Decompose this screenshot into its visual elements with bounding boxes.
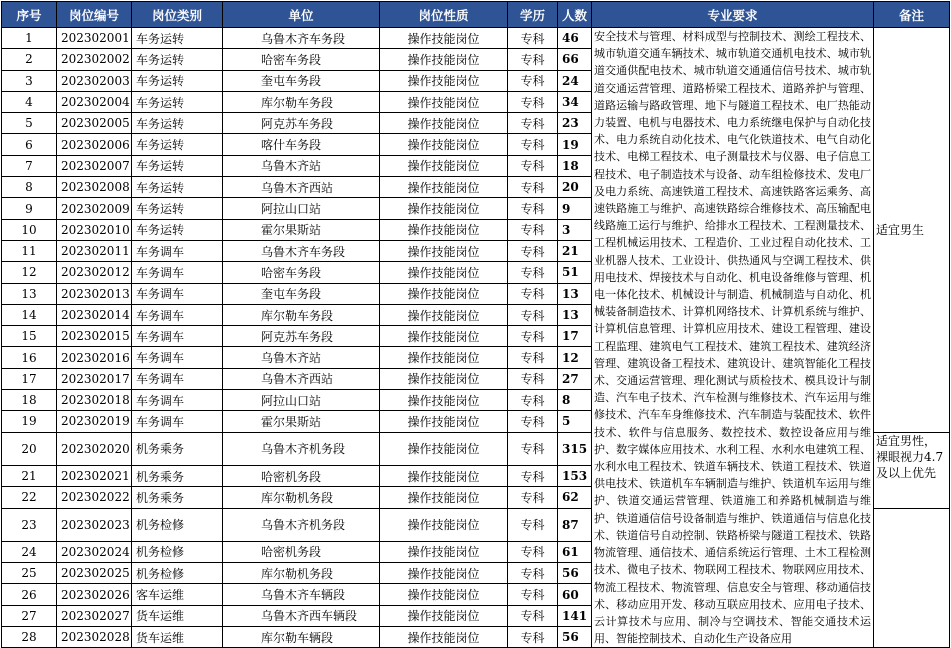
post-nature-cell: 操作技能岗位 [380,563,508,584]
post-code-cell: 202302025 [57,563,132,584]
post-code-cell: 202302017 [57,368,132,389]
post-category-cell: 机务乘务 [132,487,223,508]
post-category-cell: 机务检修 [132,541,223,562]
index-cell: 13 [2,283,57,304]
post-nature-cell: 操作技能岗位 [380,368,508,389]
index-cell: 5 [2,113,57,134]
index-cell: 25 [2,563,57,584]
post-category-cell: 车务运转 [132,28,223,49]
post-category-cell: 车务运转 [132,91,223,112]
post-code-cell: 202302015 [57,326,132,347]
post-category-cell: 车务运转 [132,155,223,176]
unit-cell: 霍尔果斯站 [223,411,380,432]
post-nature-cell: 操作技能岗位 [380,262,508,283]
post-nature-cell: 操作技能岗位 [380,240,508,261]
post-category-cell: 车务调车 [132,390,223,411]
index-cell: 7 [2,155,57,176]
education-cell: 专科 [508,465,558,486]
education-cell: 专科 [508,240,558,261]
post-nature-cell: 操作技能岗位 [380,541,508,562]
post-code-cell: 202302009 [57,198,132,219]
unit-cell: 乌鲁木齐西车辆段 [223,605,380,626]
unit-cell: 库尔勒机务段 [223,487,380,508]
header-education: 学历 [508,2,558,28]
post-nature-cell: 操作技能岗位 [380,304,508,325]
unit-cell: 哈密车务段 [223,262,380,283]
post-nature-cell: 操作技能岗位 [380,584,508,605]
post-category-cell: 货车运维 [132,627,223,648]
post-category-cell: 车务调车 [132,368,223,389]
post-code-cell: 202302023 [57,508,132,541]
index-cell: 21 [2,465,57,486]
post-category-cell: 车务运转 [132,70,223,91]
index-cell: 20 [2,432,57,465]
post-category-cell: 车务调车 [132,304,223,325]
post-category-cell: 车务运转 [132,134,223,155]
post-code-cell: 202302004 [57,91,132,112]
index-cell: 9 [2,198,57,219]
headcount-cell: 61 [558,541,592,562]
education-cell: 专科 [508,326,558,347]
post-nature-cell: 操作技能岗位 [380,605,508,626]
index-cell: 3 [2,70,57,91]
unit-cell: 乌鲁木齐西站 [223,368,380,389]
headcount-cell: 13 [558,283,592,304]
header-post-nature: 岗位性质 [380,2,508,28]
unit-cell: 阿拉山口站 [223,198,380,219]
index-cell: 1 [2,28,57,49]
headcount-cell: 66 [558,49,592,70]
post-code-cell: 202302012 [57,262,132,283]
unit-cell: 阿拉山口站 [223,390,380,411]
post-nature-cell: 操作技能岗位 [380,28,508,49]
index-cell: 6 [2,134,57,155]
post-code-cell: 202302013 [57,283,132,304]
header-post-code: 岗位编号 [57,2,132,28]
headcount-cell: 3 [558,219,592,240]
post-nature-cell: 操作技能岗位 [380,134,508,155]
unit-cell: 乌鲁木齐站 [223,347,380,368]
post-code-cell: 202302026 [57,584,132,605]
index-cell: 22 [2,487,57,508]
education-cell: 专科 [508,563,558,584]
unit-cell: 阿克苏车务段 [223,326,380,347]
post-code-cell: 202302010 [57,219,132,240]
education-cell: 专科 [508,432,558,465]
headcount-cell: 21 [558,240,592,261]
index-cell: 14 [2,304,57,325]
post-code-cell: 202302001 [57,28,132,49]
post-code-cell: 202302006 [57,134,132,155]
post-nature-cell: 操作技能岗位 [380,508,508,541]
education-cell: 专科 [508,134,558,155]
index-cell: 23 [2,508,57,541]
unit-cell: 乌鲁木齐机务段 [223,508,380,541]
headcount-cell: 17 [558,326,592,347]
post-code-cell: 202302016 [57,347,132,368]
post-code-cell: 202302008 [57,177,132,198]
education-cell: 专科 [508,155,558,176]
post-nature-cell: 操作技能岗位 [380,432,508,465]
header-row [2,2,950,28]
post-category-cell: 车务运转 [132,219,223,240]
post-category-cell: 车务运转 [132,49,223,70]
unit-cell: 喀什车务段 [223,134,380,155]
post-category-cell: 车务运转 [132,198,223,219]
unit-cell: 乌鲁木齐车辆段 [223,584,380,605]
post-category-cell: 车务调车 [132,411,223,432]
header-remark: 备注 [874,2,950,28]
education-cell: 专科 [508,605,558,626]
education-cell: 专科 [508,283,558,304]
unit-cell: 乌鲁木齐车务段 [223,28,380,49]
education-cell: 专科 [508,198,558,219]
post-category-cell: 机务检修 [132,563,223,584]
post-nature-cell: 操作技能岗位 [380,465,508,486]
post-nature-cell: 操作技能岗位 [380,155,508,176]
unit-cell: 奎屯车务段 [223,70,380,91]
post-code-cell: 202302021 [57,465,132,486]
unit-cell: 阿克苏车务段 [223,113,380,134]
education-cell: 专科 [508,177,558,198]
headcount-cell: 60 [558,584,592,605]
index-cell: 16 [2,347,57,368]
index-cell: 17 [2,368,57,389]
headcount-cell: 46 [558,28,592,49]
education-cell: 专科 [508,584,558,605]
education-cell: 专科 [508,113,558,134]
post-code-cell: 202302002 [57,49,132,70]
education-cell: 专科 [508,508,558,541]
post-code-cell: 202302018 [57,390,132,411]
recruitment-table [1,1,950,648]
index-cell: 27 [2,605,57,626]
post-nature-cell: 操作技能岗位 [380,283,508,304]
education-cell: 专科 [508,627,558,648]
index-cell: 8 [2,177,57,198]
headcount-cell: 51 [558,262,592,283]
headcount-cell: 19 [558,134,592,155]
education-cell: 专科 [508,28,558,49]
post-code-cell: 202302020 [57,432,132,465]
education-cell: 专科 [508,411,558,432]
remark-empty-cell [874,508,950,648]
post-code-cell: 202302003 [57,70,132,91]
post-category-cell: 车务调车 [132,262,223,283]
post-nature-cell: 操作技能岗位 [380,411,508,432]
index-cell: 11 [2,240,57,261]
header-headcount: 人数 [558,2,592,28]
headcount-cell: 62 [558,487,592,508]
post-category-cell: 客车运维 [132,584,223,605]
post-category-cell: 车务运转 [132,177,223,198]
unit-cell: 库尔勒机务段 [223,563,380,584]
unit-cell: 哈密机务段 [223,541,380,562]
post-category-cell: 机务检修 [132,508,223,541]
post-code-cell: 202302027 [57,605,132,626]
header-index: 序号 [2,2,57,28]
education-cell: 专科 [508,347,558,368]
unit-cell: 库尔勒车务段 [223,91,380,112]
headcount-cell: 87 [558,508,592,541]
headcount-cell: 141 [558,605,592,626]
unit-cell: 乌鲁木齐站 [223,155,380,176]
unit-cell: 哈密车务段 [223,49,380,70]
remark-vision-cell: 适宜男性，裸眼视力4.7及以上优先 [874,432,950,508]
unit-cell: 乌鲁木齐机务段 [223,432,380,465]
header-major-requirement: 专业要求 [592,2,874,28]
headcount-cell: 315 [558,432,592,465]
headcount-cell: 34 [558,91,592,112]
unit-cell: 哈密机务段 [223,465,380,486]
education-cell: 专科 [508,262,558,283]
post-nature-cell: 操作技能岗位 [380,347,508,368]
post-code-cell: 202302011 [57,240,132,261]
post-code-cell: 202302014 [57,304,132,325]
headcount-cell: 18 [558,155,592,176]
unit-cell: 奎屯车务段 [223,283,380,304]
post-category-cell: 车务运转 [132,113,223,134]
headcount-cell: 12 [558,347,592,368]
education-cell: 专科 [508,70,558,91]
post-nature-cell: 操作技能岗位 [380,198,508,219]
headcount-cell: 24 [558,70,592,91]
post-code-cell: 202302019 [57,411,132,432]
education-cell: 专科 [508,304,558,325]
remark-male-cell: 适宜男生 [874,28,950,433]
education-cell: 专科 [508,487,558,508]
index-cell: 19 [2,411,57,432]
header-post-category: 岗位类别 [132,2,223,28]
index-cell: 4 [2,91,57,112]
index-cell: 28 [2,627,57,648]
headcount-cell: 56 [558,627,592,648]
education-cell: 专科 [508,541,558,562]
post-code-cell: 202302024 [57,541,132,562]
post-code-cell: 202302022 [57,487,132,508]
headcount-cell: 27 [558,368,592,389]
index-cell: 24 [2,541,57,562]
post-category-cell: 机务乘务 [132,432,223,465]
post-nature-cell: 操作技能岗位 [380,49,508,70]
unit-cell: 乌鲁木齐西站 [223,177,380,198]
education-cell: 专科 [508,219,558,240]
index-cell: 10 [2,219,57,240]
education-cell: 专科 [508,390,558,411]
headcount-cell: 56 [558,563,592,584]
unit-cell: 库尔勒车务段 [223,304,380,325]
post-nature-cell: 操作技能岗位 [380,177,508,198]
headcount-cell: 20 [558,177,592,198]
index-cell: 18 [2,390,57,411]
headcount-cell: 8 [558,390,592,411]
headcount-cell: 13 [558,304,592,325]
education-cell: 专科 [508,49,558,70]
headcount-cell: 153 [558,465,592,486]
education-cell: 专科 [508,368,558,389]
post-nature-cell: 操作技能岗位 [380,70,508,91]
post-nature-cell: 操作技能岗位 [380,487,508,508]
headcount-cell: 9 [558,198,592,219]
unit-cell: 乌鲁木齐车务段 [223,240,380,261]
major-requirement-cell: 安全技术与管理、材料成型与控制技术、测绘工程技术、城市轨道交通车辆技术、城市轨道交通机电技术、城市轨道交通供配电技术、城市轨道交通通信信号技术、城市轨道交通运营管理、道路桥梁工程技术、道路养护与管理、道路运输与路政管理、地下与隧道工程技术、电厂热能动力装置、电机与电器技术、电力系统继电保护与自动化技术、电力系统自动化技术、电气化铁道技术、电气自动化技术、电梯工程技术、电子测量技术与仪器、电子信息工程技术、电子制造技术与设备、动车组检修技术、发电厂及电力系统、高速铁道工程技术、高速铁路客运乘务、高速铁路施工与维护、高速铁路综合维修技术、高压输配电线路施工运行与维护、给排水工程技术、工程测量技术、工程机械运用技术、工程造价、工业过程自动化技术、工业机器人技术、工业设计、供热通风与空调工程技术、供用电技术、焊接技术与自动化、机电设备维修与管理、机电一体化技术、机械设计与制造、机械制造与自动化、机械装备制造技术、计算机网络技术、计算机系统与维护、计算机信息管理、计算机应用技术、建设工程管理、建设工程监理、建筑电气工程技术、建筑工程技术、建筑经济管理、建筑设备工程技术、建筑设计、建筑智能化工程技术、交通运营管理、理化测试与质检技术、模具设计与制造、汽车电子技术、汽车检测与维修技术、汽车运用与维修技术、汽车车身维修技术、汽车制造与装配技术、软件技术、软件与信息服务、数控技术、数控设备应用与维护、数字媒体应用技术、水利工程、水利水电建筑工程、水利水电工程技术、铁道车辆技术、铁道工程技术、铁道供电技术、铁道机车车辆制造与维护、铁道机车运用与维护、铁道交通运营管理、铁道施工和养路机械制造与维护、铁道通信信号设备制造与维护、铁道通信与信息化技术、铁道信号自动控制、铁路桥梁与隧道工程技术、铁路物流管理、通信技术、通信系统运行管理、土木工程检测技术、微电子技术、物联网工程技术、物联网应用技术、物流工程技术、物流管理、信息安全与管理、移动通信技术、移动应用开发、移动互联应用技术、应用电子技术、云计算技术与应用、制冷与空调技术、智能交通技术运用、智能控制技术、自动化生产设备应用 [592,28,874,648]
header-unit: 单位 [223,2,380,28]
post-nature-cell: 操作技能岗位 [380,219,508,240]
index-cell: 15 [2,326,57,347]
post-code-cell: 202302007 [57,155,132,176]
index-cell: 2 [2,49,57,70]
unit-cell: 霍尔果斯站 [223,219,380,240]
table-row [2,28,950,49]
post-code-cell: 202302028 [57,627,132,648]
post-nature-cell: 操作技能岗位 [380,113,508,134]
education-cell: 专科 [508,91,558,112]
post-category-cell: 机务乘务 [132,465,223,486]
post-nature-cell: 操作技能岗位 [380,627,508,648]
post-category-cell: 车务调车 [132,326,223,347]
unit-cell: 库尔勒车辆段 [223,627,380,648]
headcount-cell: 5 [558,411,592,432]
post-category-cell: 车务调车 [132,283,223,304]
index-cell: 12 [2,262,57,283]
post-category-cell: 车务调车 [132,347,223,368]
index-cell: 26 [2,584,57,605]
post-nature-cell: 操作技能岗位 [380,390,508,411]
post-category-cell: 货车运维 [132,605,223,626]
headcount-cell: 23 [558,113,592,134]
post-nature-cell: 操作技能岗位 [380,326,508,347]
post-nature-cell: 操作技能岗位 [380,91,508,112]
post-code-cell: 202302005 [57,113,132,134]
post-category-cell: 车务调车 [132,240,223,261]
